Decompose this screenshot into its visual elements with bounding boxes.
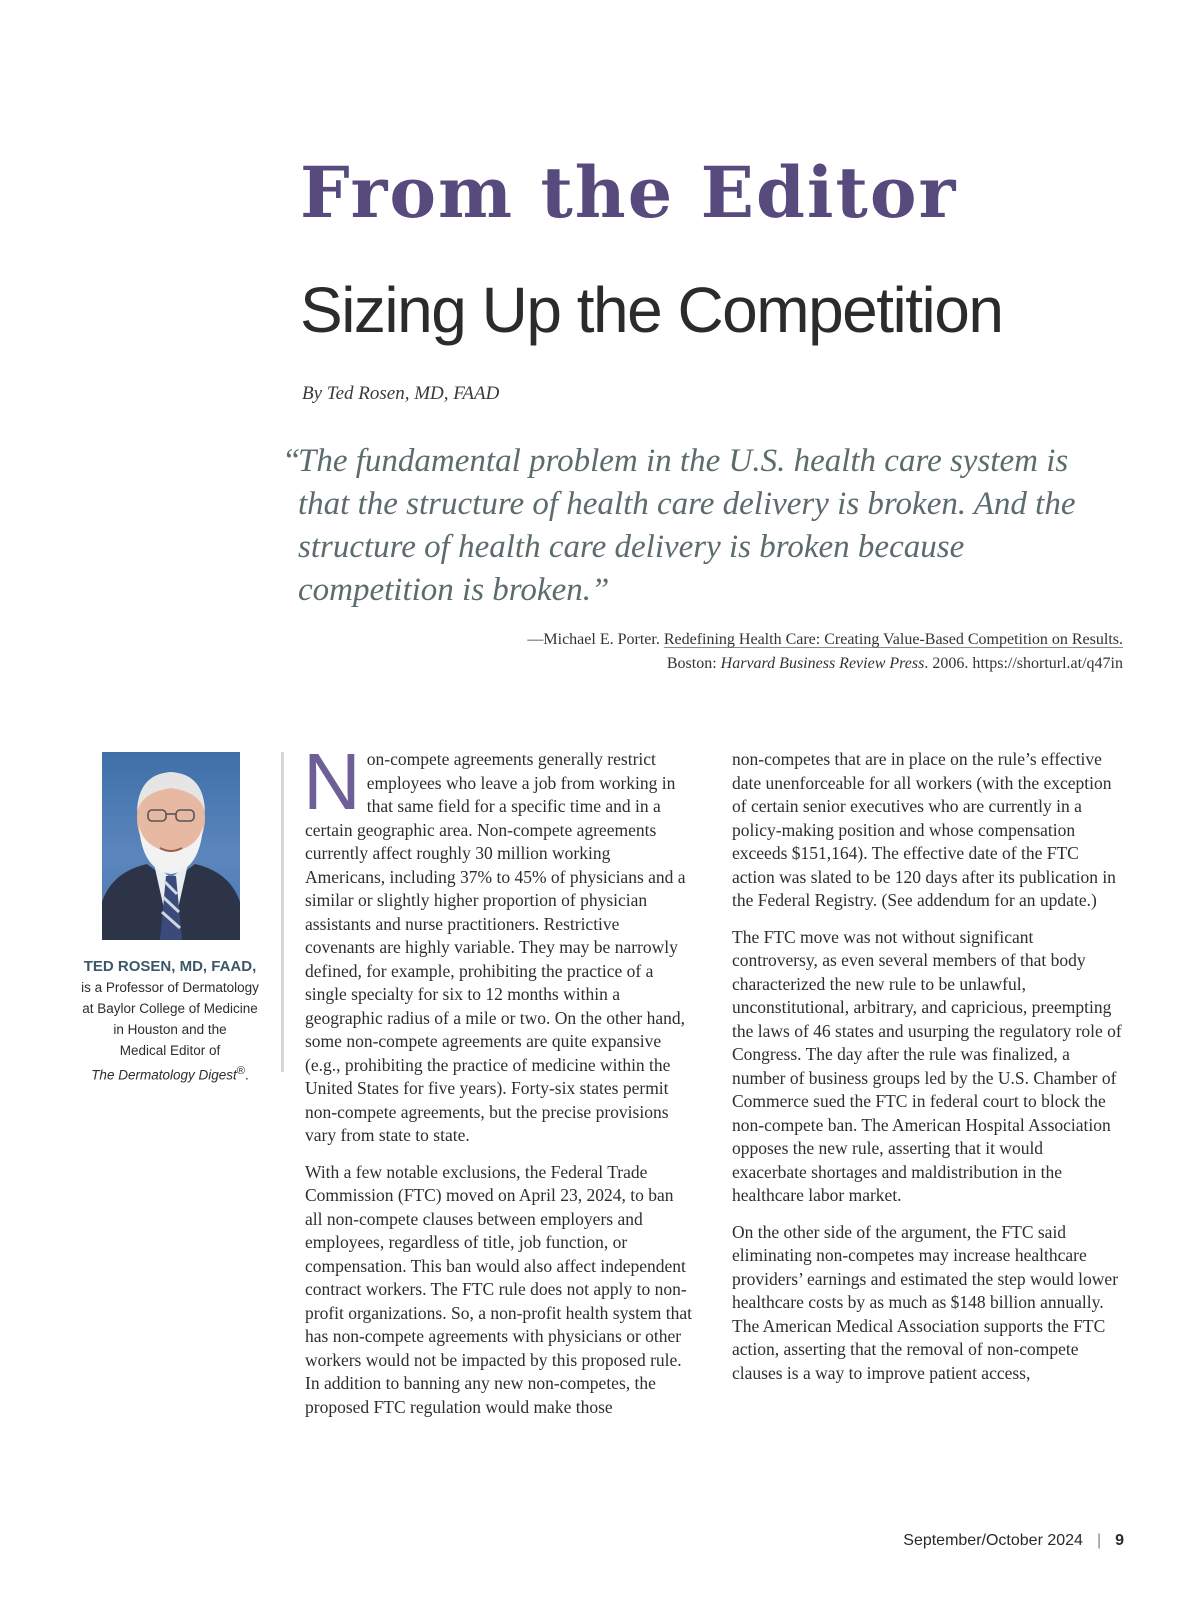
body-paragraph: On the other side of the argument, the FTC said eliminating non-competes may increase healthcare providers’ earnings and estimated the step would lower healthcare costs by as much as $148 billion annually. The American Medical Association supports the FTC action, asserting that the removal of non-compete clauses is a way to improve patient access, xyxy=(732,1221,1119,1383)
pull-quote-text: The fundamental problem in the U.S. health care system is that the structure of health care delivery is broken. And the structure of health care delivery is broken because competition is broken.” xyxy=(298,443,1076,608)
quote-citation xyxy=(363,628,1123,676)
author-bio-name: TED ROSEN, MD, FAAD, xyxy=(83,958,257,975)
citation-place: Boston: xyxy=(666,655,721,672)
registered-mark: ® xyxy=(236,1065,246,1077)
author-photo xyxy=(102,752,240,940)
drop-cap: N xyxy=(303,737,361,826)
citation-year-url: . 2006. https://shorturl.at/q47in xyxy=(924,655,1123,672)
body-paragraph: With a few notable exclusions, the Federal Trade Commission (FTC) moved on April 23, 2024, to ban all non-compete clauses between employers and employees, regardless of title, job function, or compensation. This ban would also affect independent contract workers. The FTC rule does not apply to non-profit organizations. So, a non-profit health system that has non-compete agreements with physicians or other workers would not be impacted by this proposed rule. In addition to banning any new non-competes, the proposed FTC regulation would make those xyxy=(305,1161,693,1417)
article-title: Sizing Up the Competition xyxy=(300,274,1003,346)
citation-book-title: Redefining Health Care: Creating Value-Based Competition on Results. xyxy=(663,631,1123,648)
author-bio-line: Medical Editor of xyxy=(119,1043,221,1058)
pull-quote xyxy=(282,440,1118,612)
author-bio-publication-line xyxy=(70,1061,270,1086)
column-divider-rule xyxy=(281,752,284,1072)
citation-publisher: Harvard Business Review Press xyxy=(720,655,925,672)
author-portrait-image xyxy=(102,752,240,940)
body-column-left xyxy=(303,737,693,1432)
footer-separator: | xyxy=(1096,1532,1102,1549)
section-title: From the Editor xyxy=(300,151,958,234)
author-bio-line: in Houston and the xyxy=(113,1022,227,1037)
publication-name: The Dermatology Digest xyxy=(91,1067,237,1083)
author-bio-line: is a Professor of Dermatology xyxy=(81,980,259,995)
author-bio xyxy=(70,956,270,1086)
bio-end-period: . xyxy=(245,1067,249,1083)
body-paragraph: The FTC move was not without significant controversy, as even several members of that body characterized the new rule to be unlawful, unconstitutional, arbitrary, and capricious, preempting the laws of 46 states and usurping the regulatory role of Congress. The day after the rule was finalized, a number of business groups led by the U.S. Chamber of Commerce sued the FTC in federal court to block the non-compete ban. The American Hospital Association opposes the new rule, asserting that it would exacerbate shortages and maldistribution in the healthcare labor market. xyxy=(732,926,1122,1205)
page-number: 9 xyxy=(1115,1532,1124,1549)
body-paragraph: non-competes that are in place on the rule’s effective date unenforceable for all workers (with the exception of certain senior executives who are currently in a policy-making position and whose compensation exceeds $151,164). The effective date of the FTC action was slated to be 120 days after its publication in the Federal Registry. (See addendum for an update.) xyxy=(732,749,1116,910)
byline: By Ted Rosen, MD, FAAD xyxy=(302,383,500,404)
body-column-right xyxy=(732,748,1122,1398)
author-bio-line: at Baylor College of Medicine xyxy=(82,1001,258,1016)
citation-author: —Michael E. Porter. xyxy=(527,631,664,648)
page-footer xyxy=(903,1532,1124,1550)
body-paragraph xyxy=(303,737,693,1148)
pull-quote-open-mark: “ xyxy=(282,443,301,479)
paragraph-text: on-compete agreements generally restrict employees who leave a job from working in that same field for a specific time and in a certain geographic area. Non-compete agreements currently affect roughly 30 million working Americans, including 37% to 45% of physicians and a similar or slightly higher proportion of physician assistants and nurse practitioners. Restrictive covenants are highly variable. They may be narrowly defined, for example, prohibiting the practice of a single specialty for six to 12 months within a geographic radius of a mile or two. On the other hand, some non-compete agreements are quite expansive (e.g., prohibiting the practice of medicine within the United States for five years). Forty-six states permit non-compete agreements, but the precise provisions vary from state to state. xyxy=(305,749,686,1145)
issue-date: September/October 2024 xyxy=(903,1532,1083,1549)
